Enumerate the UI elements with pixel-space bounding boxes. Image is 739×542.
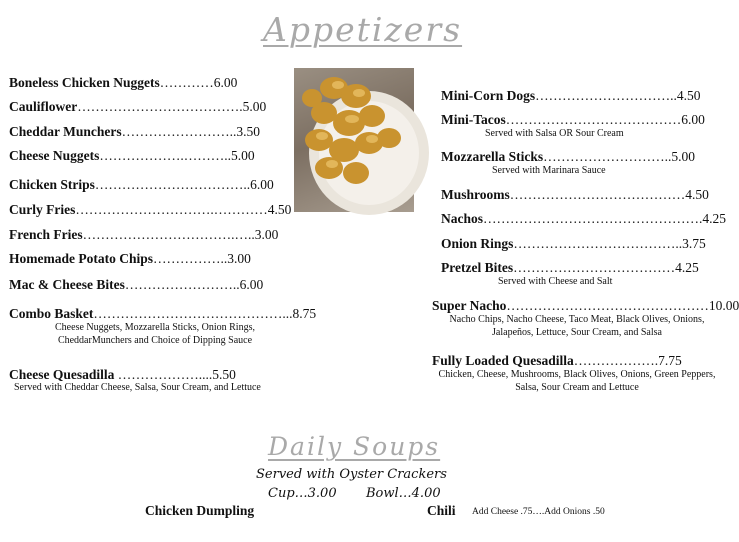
item-name: Onion Rings xyxy=(441,236,514,251)
item-price: 6.00 xyxy=(213,75,238,90)
item-name: Mac & Cheese Bites xyxy=(9,277,125,292)
super-nacho-description: Nacho Chips, Nacho Cheese, Taco Meat, Black Olives, Onions, Jalapeños, Lettuce, Sour Cream, and Salsa xyxy=(449,314,705,338)
menu-item-curly-fries xyxy=(9,202,291,218)
item-name: Fully Loaded Quesadilla xyxy=(432,353,574,368)
item-name: Pretzel Bites xyxy=(441,260,514,275)
menu-item-french-fries xyxy=(9,227,278,243)
item-price: 8.75 xyxy=(292,306,317,321)
item-dots: ………………………….. xyxy=(535,88,677,103)
item-name: Super Nacho xyxy=(432,298,507,313)
item-dots: ……………………………………... xyxy=(93,306,293,321)
combo-basket-description: Cheese Nuggets, Mozzarella Sticks, Onion Rings, CheddarMunchers and Choice of Dipping Sauce xyxy=(55,322,255,346)
fully-loaded-quesadilla-description: Chicken, Cheese, Mushrooms, Black Olives, Onions, Green Peppers, Salsa, Sour Cream and Lettuce xyxy=(438,369,716,393)
item-name: Cheddar Munchers xyxy=(9,124,122,139)
item-dots: ……………….... xyxy=(114,367,213,382)
cheese-quesadilla-description: Served with Cheddar Cheese, Salsa, Sour Cream, and Lettuce xyxy=(14,382,261,393)
menu-item-chicken-strips xyxy=(9,177,274,193)
item-name: Curly Fries xyxy=(9,202,76,217)
item-name: Cheese Quesadilla xyxy=(9,367,115,382)
item-price: 4.50 xyxy=(685,187,709,202)
item-price: 7.75 xyxy=(658,353,682,368)
menu-item-mini-tacos xyxy=(441,112,705,128)
item-dots: ………………………….………… xyxy=(75,202,268,217)
item-price: 3.00 xyxy=(254,227,279,242)
item-dots: ………………………………. xyxy=(77,99,243,114)
item-dots: ………………………………… xyxy=(505,112,682,127)
item-price: 6.00 xyxy=(250,177,274,192)
menu-item-cauliflower xyxy=(9,99,266,115)
item-dots: …………………………….….. xyxy=(82,227,255,242)
soup-cup-price: Cup…3.00 xyxy=(268,486,337,501)
item-price: 5.00 xyxy=(231,148,255,163)
item-name: Mini-Tacos xyxy=(441,112,506,127)
item-dots: ……………………………… xyxy=(513,260,676,275)
item-dots: ………… xyxy=(159,75,214,90)
item-price: 4.50 xyxy=(267,202,292,217)
menu-item-nachos xyxy=(441,211,726,227)
menu-item-mushrooms xyxy=(441,187,709,203)
mini-tacos-description: Served with Salsa OR Sour Cream xyxy=(485,128,624,139)
chili-addons: Add Cheese .75….Add Onions .50 xyxy=(472,507,605,517)
item-price: 10.00 xyxy=(708,298,739,313)
item-dots: ………………. xyxy=(573,353,659,368)
item-price: 3.75 xyxy=(682,236,706,251)
soup-chicken-dumpling: Chicken Dumpling xyxy=(145,503,255,518)
item-name: Cauliflower xyxy=(9,99,78,114)
soup-chili: Chili xyxy=(427,503,456,518)
soup-bowl-price: Bowl…4.00 xyxy=(366,486,441,501)
menu-item-onion-rings xyxy=(441,236,706,252)
menu-item-pretzel-bites xyxy=(441,260,699,276)
menu-item-super-nacho xyxy=(432,298,739,314)
item-dots: …………………………….. xyxy=(94,177,251,192)
item-price: 5.00 xyxy=(242,99,267,114)
item-name: Mozzarella Sticks xyxy=(441,149,544,164)
item-price: 6.00 xyxy=(239,277,264,292)
item-dots: …………………….. xyxy=(124,277,240,292)
item-dots: ……………………………….. xyxy=(513,236,683,251)
photo-icon xyxy=(294,68,414,212)
item-price: 5.50 xyxy=(212,367,236,382)
item-dots: ……………………….. xyxy=(543,149,672,164)
fried-food-plate-photo xyxy=(294,68,414,212)
item-dots: ……………………………………… xyxy=(506,298,709,313)
menu-item-cheese-nuggets xyxy=(9,148,255,164)
menu-item-combo-basket xyxy=(9,306,316,322)
menu-item-mac-cheese-bites xyxy=(9,277,263,293)
pretzel-bites-description: Served with Cheese and Salt xyxy=(498,276,613,287)
menu-item-fully-loaded-quesadilla xyxy=(432,353,682,369)
item-name: French Fries xyxy=(9,227,83,242)
item-price: 4.50 xyxy=(676,88,701,103)
item-dots: …………………………………………. xyxy=(483,211,703,226)
item-price: 6.00 xyxy=(681,112,705,127)
menu-item-mozzarella-sticks xyxy=(441,149,695,165)
item-price: 3.00 xyxy=(227,251,251,266)
item-price: 3.50 xyxy=(236,124,261,139)
item-name: Cheese Nuggets xyxy=(9,148,100,163)
menu-item-mini-corn-dogs xyxy=(441,88,701,104)
page-title: Appetizers xyxy=(263,10,463,49)
item-price: 4.25 xyxy=(702,211,727,226)
item-dots: ………………………………… xyxy=(509,187,686,202)
item-name: Homemade Potato Chips xyxy=(9,251,153,266)
item-price: 4.25 xyxy=(675,260,699,275)
item-name: Nachos xyxy=(441,211,484,226)
item-name: Mini-Corn Dogs xyxy=(441,88,536,103)
menu-item-boneless-chicken-nuggets xyxy=(9,75,237,91)
item-name: Boneless Chicken Nuggets xyxy=(9,75,160,90)
mozzarella-sticks-description: Served with Marinara Sauce xyxy=(492,165,606,176)
item-dots: …………….. xyxy=(153,251,228,266)
item-name: Chicken Strips xyxy=(9,177,95,192)
item-name: Mushrooms xyxy=(441,187,510,202)
soups-subtitle: Served with Oyster Crackers xyxy=(256,467,447,482)
menu-item-cheddar-munchers xyxy=(9,124,260,140)
item-price: 5.00 xyxy=(671,149,695,164)
item-dots: …………………….. xyxy=(121,124,237,139)
item-name: Combo Basket xyxy=(9,306,94,321)
item-dots: ……………….……….. xyxy=(99,148,231,163)
menu-item-homemade-potato-chips xyxy=(9,251,251,267)
soups-title: Daily Soups xyxy=(268,432,441,461)
